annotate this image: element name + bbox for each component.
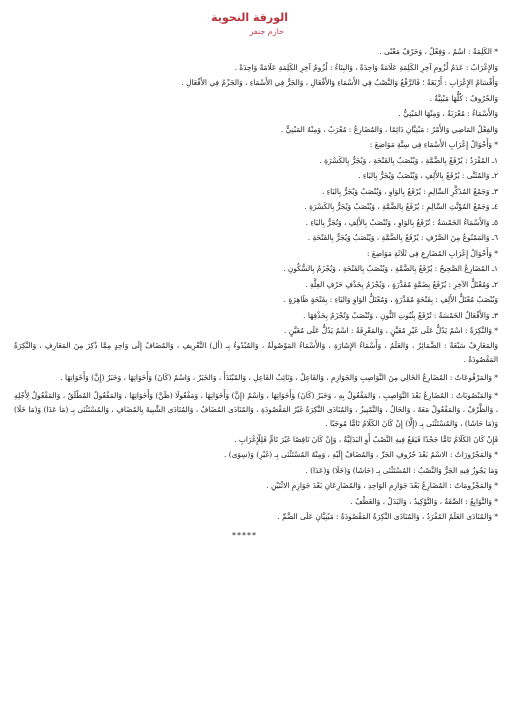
text-line: ٢ـ وَمُعْتَلُّ الآخِرِ : يُرْفَعُ بِضَمَّةٍ مُقَدَّرَةٍ ، وَيُجْزَمُ بِحَذْفِ حَرْفِ العِلَّةِ . (305, 279, 498, 289)
text-line: وَمَا يَجُوزُ فِيهِ الجَرُّ وَالنَّصْبُ : المُسْتَثْنَى بِـ (حَاشَا) وَ(خَلَا) وَ(عَدَا) . (305, 465, 498, 475)
text-line: ٣ـ وَجَمْعُ المُذَكَّرِ السَّالِمِ : يُرْفَعُ بِالوَاوِ ، وَيُنْصَبُ وَيُجَرُّ بِاليَاءِ . (321, 186, 498, 196)
text-line: ١ـ المُفْرَدُ : يُرْفَعُ بِالضَّمَّةِ ، وَيُنْصَبُ بِالفَتْحَةِ ، وَيُجَرُّ بِالكَسْرَةِ . (319, 155, 498, 165)
text-line: ٢ـ وَالمُثَنَّى : يُرْفَعُ بِالأَلِفِ ، وَيُنْصَبُ وَيُجَرُّ بِاليَاءِ . (358, 171, 498, 180)
text-line: * وَالنَّكِرَةُ : اسْمٌ يَدُلُّ عَلَى غَيْرِ مُعَيَّنٍ ، وَالمَعْرِفَةُ : اسْمٌ يَدُلُّ عَلَى مُعَيَّنٍ . (284, 326, 498, 335)
body-text (14, 44, 498, 525)
text-line: وَالحُرُوفُ : كُلُّهَا مَبْنِيَّةٌ . (429, 93, 498, 103)
text-line: ١ـ المُضَارِعُ الصَّحِيحُ : يُرْفَعُ بِالضَّمَّةِ ، وَيُنْصَبُ بِالفَتْحَةِ ، وَيُجْزَمُ بِالسُّكُونِ . (283, 264, 498, 273)
text-line: وَالأَسْمَاءُ : مُعْرَبَةٌ ، وَمِنْهَا المَبْنِيُّ . (398, 109, 498, 118)
text-paragraph: * وَالمَنْصُوبَاتُ : المُضَارِعُ بَعْدَ النَّوَاصِبِ ، وَالمَفْعُولُ بِهِ ، وَخَبَرُ (كَانَ) وَأَخَوَاتِهَا ، وَاسْمُ (إِنَّ) وَأَخَوَاتِهَا ، وَمَفْعُولَا (ظَنَّ) وَأَخَوَاتِهَا ، وَالمَفْعُولُ المُطْلَقُ ، وَالمَفْعُولُ لِأَجْلِهِ ، وَالظَّرْفُ ، وَالمَفْعُولُ مَعَهُ ، وَالحَالُ ، وَالتَّمْيِيزُ ، وَالمُنَادَى النَّكِرَةُ غَيْرُ المَقْصُودَةِ ، وَالمُنَادَى المُضَافُ ، وَالمُنَادَى الشَّبِيهُ بِالمُضَافِ ، وَالمُسْتَثْنَى بِـ (مَا عَدَا) وَ(مَا خَلَا) وَ(مَا حَاشَا) ، وَالمُسْتَثْنَى بِـ (إِلَّا) إِنْ كَانَ الكَلَامُ تَامًّا مُوجَبًا . (14, 390, 498, 428)
text-line: * وَأَحْوَالُ إِعْرَابِ الأَسْمَاءِ فِي سِتَّةِ مَوَاضِعَ : (369, 140, 498, 149)
end-marker: ***** (232, 530, 257, 540)
document-title: الورقة النحوية (211, 11, 288, 24)
text-line: ٦ـ وَالمَمْنُوعُ مِنَ الصَّرْفِ : يُرْفَعُ بِالضَّمَّةِ ، وَيُنْصَبُ وَيُجَرُّ بِالفَتْحَةِ . (307, 233, 498, 242)
text-line: وَأَقْسَامُ الإِعْرَابِ : أَرْبَعَةٌ ؛ فَالرَّفْعُ وَالنَّصْبُ فِي الأَسْمَاءِ وَالأَفْعَالِ ، وَالجَرُّ فِي الأَسْمَاءِ ، وَالجَزْمُ فِي الأَفْعَالِ . (181, 78, 498, 87)
text-paragraph: وَالمَعَارِفُ سَبْعَةٌ : الضَّمَائِرُ ، وَالعَلَمُ ، وَأَسْمَاءُ الإِشَارَةِ ، وَالأَسْمَاءُ المَوْصُولَةُ ، وَالمُبْدُوءُ بِـ (أل) التَّعْرِيفِ ، وَالمُضَافُ إِلَى وَاحِدٍ مِمَّا ذُكِرَ مِنَ المَعَارِفِ ، وَالنَّكِرَةُ المَقْصُودَةُ . (14, 340, 498, 364)
text-line: * وَالمُنَادَى العَلَمُ المُفْرَدُ ، وَالمُنَادَى النَّكِرَةُ المَقْصُودَةُ : مَبْنِيَّانِ عَلَى الضَّمِّ . (277, 512, 498, 521)
text-line: وَالإِعْرَابُ : عَدَمُ لُزُومِ آخِرِ الكَلِمَةِ عَلَامَةً وَاحِدَةً ، وَالبِنَاءُ : لُزُومُ آخِرِ الكَلِمَةِ عَلَامَةً وَاحِدَةً . (234, 62, 498, 72)
text-line: ٥ـ وَالأَسْمَاءُ الخَمْسَةُ : تُرْفَعُ بِالوَاوِ ، وَتُنْصَبُ بِالأَلِفِ ، وَتُجَرُّ بِاليَاءِ . (305, 217, 498, 227)
text-line: وَالفِعْلُ المَاضِي وَالأَمْرُ : مَبْنِيَّانِ دَائِمًا ، وَالمُضَارِعُ : مُعْرَبٌ ، وَمِنْهُ المَبْنِيُّ . (280, 124, 498, 134)
text-line: ٣ـ وَالأَفْعَالُ الخَمْسَةُ : تُرْفَعُ بِثُبُوتِ النُّونِ ، وَتُنْصَبُ وَتُجْزَمُ بِحَذْفِهَا . (303, 310, 498, 320)
text-line: * الكَلِمَةُ : اسْمٌ ، وَفِعْلٌ ، وَحَرْفٌ مَعْنًى . (379, 47, 498, 56)
text-line: فَإِنْ كَانَ الكَلَامُ تَامًّا جَحْدًا فَيَقَعُ فِيهِ النَّصْبُ أَوِ البَدَلِيَّةُ ، وَإِنْ كَانَ نَاقِصًا غَيْرَ تَامٍّ فَلِلْإِعْرَابِ . (234, 434, 498, 444)
text-line: * وَأَحْوَالُ إِعْرَابِ المُضَارِعِ فِي ثَلَاثَةِ مَوَاضِعَ : (366, 248, 498, 258)
text-line: * وَالمَجْرُورَاتُ : الاسْمُ بَعْدَ حُرُوفِ الجَرِّ ، وَالمُضَافُ إِلَيْهِ ، وَمِنْهُ المُسْتَثْنَى بِـ (غَيْرِ) وَ(سِوَى) . (224, 450, 498, 459)
text-line: * وَالتَّوَابِعُ : الصِّفَةُ ، وَالتَّوْكِيدُ ، وَالبَدَلُ ، وَالعَطْفُ . (350, 496, 498, 506)
text-line: ٤ـ وَجَمْعُ المُؤَنَّثِ السَّالِمِ : يُرْفَعُ بِالضَّمَّةِ ، وَيُنْصَبُ وَيُجَرُّ بِالكَسْرَةِ . (304, 202, 498, 211)
text-line: * وَالمَجْزُومَاتُ : المُضَارِعُ بَعْدَ جَوَازِمِ الوَاحِدِ ، وَالمُضَارِعَانِ بَعْدَ جَوَازِمِ الاثْنَيْنِ . (266, 481, 498, 490)
text-paragraph: * وَالمَرْفُوعَاتُ : المُضَارِعُ الخَالِي مِنَ النَّوَاصِبِ وَالجَوَازِمِ ، وَالفَاعِلُ ، وَنَائِبُ الفَاعِلِ ، وَالمُبْتَدَأُ ، وَالخَبَرُ ، وَاسْمُ (كَانَ) وَأَخَوَاتِهَا ، وَخَبَرُ (إِنَّ) وَأَخَوَاتِهَا . (60, 372, 498, 382)
text-line: وَيُنْصَبُ مُعْتَلُّ الأَلِفِ : بِفَتْحَةٍ مُقَدَّرَةٍ ، وَمُعْتَلُّ الوَاوِ وَاليَاءِ : بِفَتْحَةٍ ظَاهِرَةٍ . (283, 295, 498, 304)
document-author: حازم جنفر (249, 27, 284, 36)
